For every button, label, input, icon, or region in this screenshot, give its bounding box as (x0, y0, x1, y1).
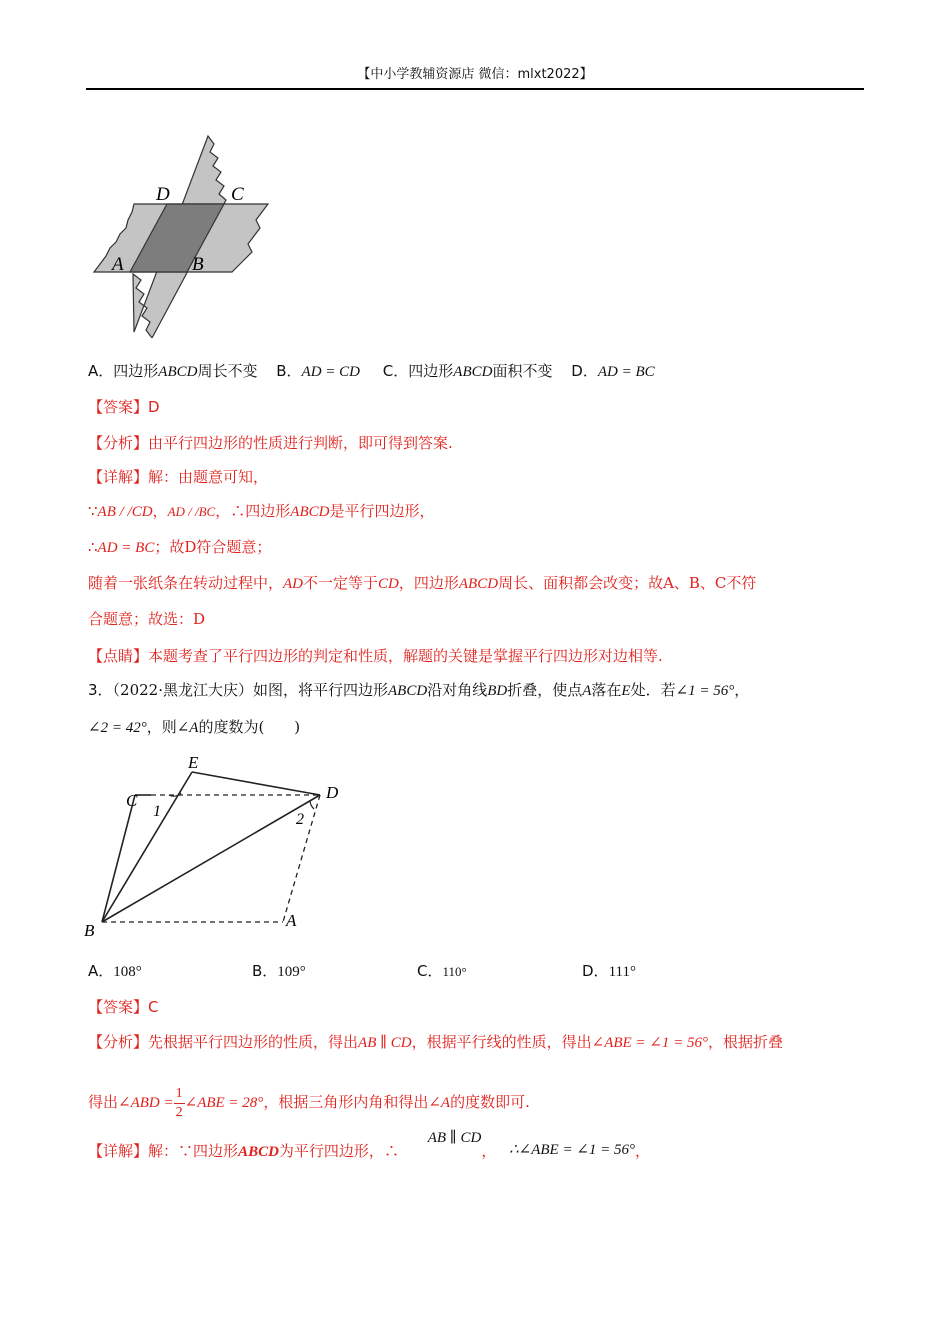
label-angle-2: 2 (296, 811, 304, 828)
label-B: B (84, 921, 95, 940)
label-E: E (188, 753, 199, 772)
label-A: A (112, 254, 124, 275)
q3-analysis-line1: 【分析】先根据平行四边形的性质，得出AB ∥ CD，根据平行线的性质，得出∠ABE = ∠1 = 56°，根据折叠 (88, 1033, 784, 1051)
q2-step2: ∴AD = BC；故D符合题意； (88, 538, 272, 556)
label-C: C (126, 791, 138, 810)
label-D: D (156, 184, 170, 205)
label-A: A (286, 911, 297, 930)
q2-step4: 合题意；故选：D (88, 610, 206, 628)
q2-step1: ∵AB / /CD，AD / /BC，∴四边形ABCD是平行四边形， (88, 502, 435, 520)
label-D: D (326, 783, 339, 802)
q3-option-b[interactable]: B．109° (252, 962, 306, 980)
q2-option-a[interactable]: A．四边形ABCD周长不变 (88, 362, 258, 380)
q2-answer: 【答案】D (88, 398, 160, 416)
q3-stem-line1: 3．（2022·黑龙江大庆）如图，将平行四边形ABCD沿对角线BD折叠，使点A落在E处．若∠1 = 56°， (88, 681, 750, 699)
figure-paper-strips (86, 132, 276, 338)
label-B: B (192, 254, 204, 275)
q2-option-d[interactable]: D．AD = BC (571, 362, 655, 380)
q3-option-c[interactable]: C．110° (417, 962, 467, 980)
label-C: C (231, 184, 244, 205)
q2-detail: 【详解】解：由题意可知， (88, 468, 269, 486)
q3-detail: 【详解】解：∵四边形ABCD为平行四边形，∴ AB ∥ CD， ∴∠ABE = ∠1 = 56°， (88, 1130, 651, 1160)
q3-option-d[interactable]: D．111° (582, 962, 636, 980)
figure-folded-parallelogram (80, 750, 360, 942)
q2-option-c[interactable]: C．四边形ABCD面积不变 (382, 362, 553, 380)
q2-options (88, 360, 655, 383)
q2-analysis: 【分析】由平行四边形的性质进行判断，即可得到答案. (88, 434, 453, 452)
label-angle-1: 1 (153, 803, 161, 820)
q3-analysis-line2: 得出∠ABD = $\frac{1}{2}$ ∠ABE = 28°，根据三角形内角和得出∠A的度数即可. (88, 1085, 530, 1120)
q3-option-a[interactable]: A．108° (88, 962, 142, 980)
q3-answer: 【答案】C (88, 998, 159, 1016)
q2-step3: 随着一张纸条在转动过程中，AD不一定等于CD，四边形ABCD周长、面积都会改变；故A、B、C不符 (88, 574, 757, 592)
q2-option-b[interactable]: B．AD = CD (276, 362, 361, 380)
q2-comment: 【点睛】本题考查了平行四边形的判定和性质，解题的关键是掌握平行四边形对边相等. (88, 647, 663, 665)
page-header: 【中小学教辅资源店 微信：mlxt2022】 (86, 66, 864, 90)
q3-stem-line2: ∠2 = 42°，则∠A的度数为( ) (88, 718, 301, 736)
